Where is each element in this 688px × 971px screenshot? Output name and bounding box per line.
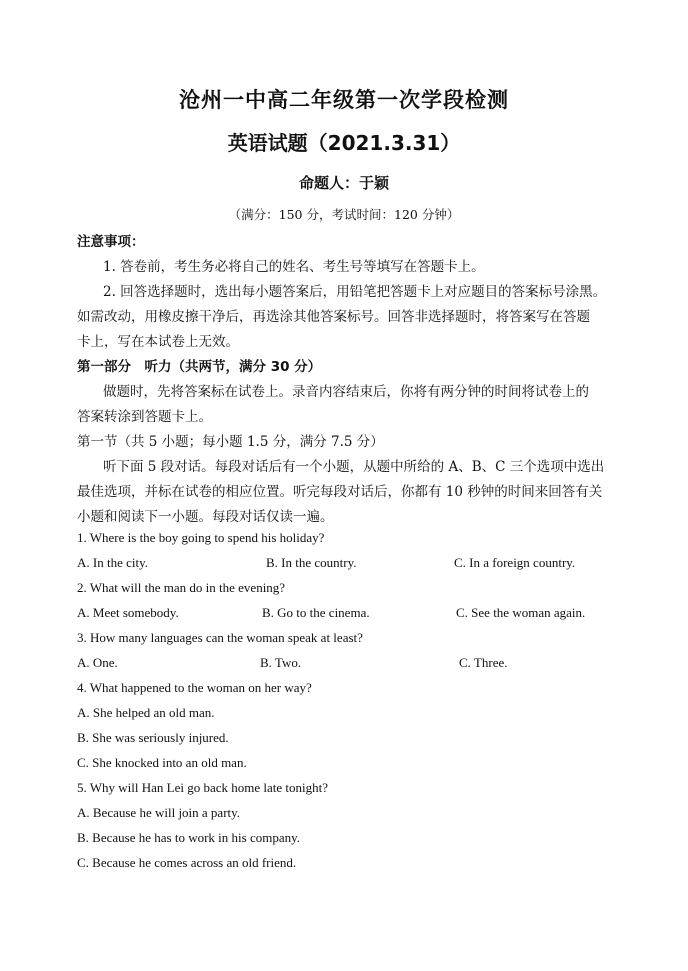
question-3: 3. How many languages can the woman speak at least? [77,630,363,645]
question-5-option-a: A. Because he will join a party. [77,805,241,820]
notes-heading: 注意事项： [77,234,145,250]
question-2-option-a: A. Meet somebody. [77,605,179,620]
question-5: 5. Why will Han Lei go back home late tonight? [77,780,329,795]
exam-subtitle: 英语试题（2021.3.31） [227,131,461,155]
exam-meta: （满分：150 分，考试时间：120 分钟） [228,207,460,222]
question-3-option-a: A. One. [77,655,118,670]
question-5-option-b: B. Because he has to work in his company. [77,830,300,845]
question-1: 1. Where is the boy going to spend his holiday? [77,530,325,545]
question-5-option-c: C. Because he comes across an old friend. [77,855,297,870]
section1-line-2: 最佳选项，并标在试卷的相应位置。听完每段对话后，你都有 10 秒钟的时间来回答有关 [77,484,603,500]
section1-line-3: 小题和阅读下一小题。每段对话仅读一遍。 [77,509,334,525]
exam-title: 沧州一中高二年级第一次学段检测 [179,88,509,112]
part1-instruction-line-2: 答案转涂到答题卡上。 [77,409,212,425]
part1-instruction-line-1: 做题时，先将答案标在试卷上。录音内容结束后，你将有两分钟的时间将试卷上的 [103,384,589,400]
question-2-option-c: C. See the woman again. [456,605,586,620]
notes-item-2-line-3: 卡上，写在本试卷上无效。 [77,334,239,350]
question-2-option-b: B. Go to the cinema. [262,605,370,620]
notes-item-2-line-1: 2. 回答选择题时，选出每小题答案后，用铅笔把答题卡上对应题目的答案标号涂黑。 [103,284,607,300]
question-2: 2. What will the man do in the evening? [77,580,286,595]
notes-item-1: 1. 答卷前，考生务必将自己的姓名、考生号等填写在答题卡上。 [103,259,485,275]
question-4: 4. What happened to the woman on her way? [77,680,312,695]
notes-item-2-line-2: 如需改动，用橡皮擦干净后，再选涂其他答案标号。回答非选择题时，将答案写在答题 [77,309,590,325]
question-4-option-a: A. She helped an old man. [77,705,215,720]
question-1-option-b: B. In the country. [266,555,357,570]
question-4-option-c: C. She knocked into an old man. [77,755,247,770]
part1-heading: 第一部分 听力（共两节，满分 30 分） [77,359,322,375]
question-3-option-b: B. Two. [260,655,302,670]
question-4-option-b: B. She was seriously injured. [77,730,229,745]
section1-heading: 第一节（共 5 小题；每小题 1.5 分，满分 7.5 分） [77,434,384,450]
author-line: 命题人：于颖 [298,174,389,192]
question-1-option-c: C. In a foreign country. [454,555,576,570]
question-3-option-c: C. Three. [459,655,508,670]
question-1-option-a: A. In the city. [77,555,148,570]
section1-line-1: 听下面 5 段对话。每段对话后有一个小题，从题中所给的 A、B、C 三个选项中选出 [103,459,605,475]
